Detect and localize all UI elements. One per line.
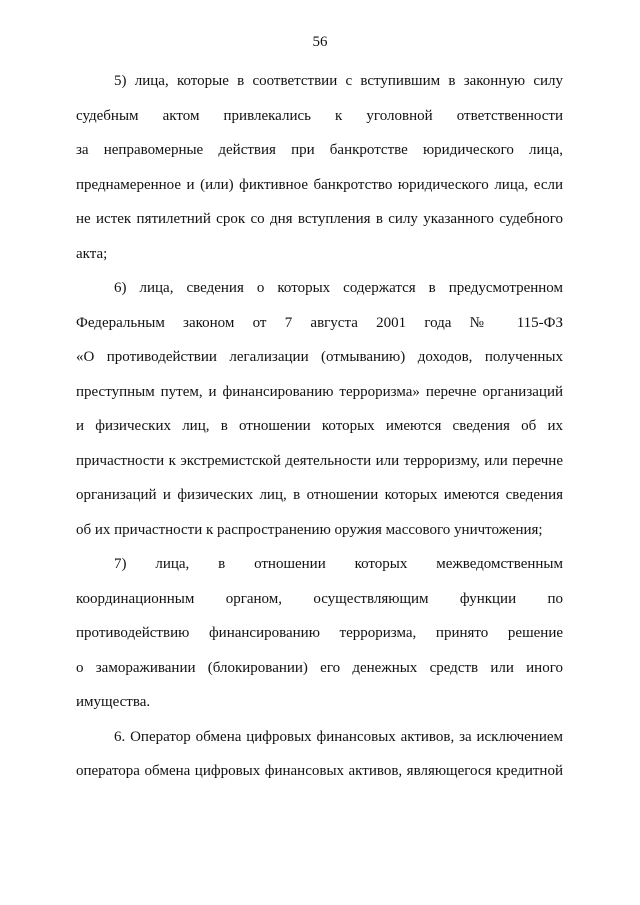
text-line: «О противодействии легализации (отмыванию) доходов, полученных — [76, 349, 563, 365]
text-line: оператора обмена цифровых финансовых активов, являющегося кредитной — [76, 763, 563, 779]
text-line: 5) лица, которые в соответствии с вступившим в законную силу — [114, 73, 563, 89]
text-line: организаций и физических лиц, в отношении которых имеются сведения — [76, 487, 563, 503]
text-line: 6) лица, сведения о которых содержатся в предусмотренном — [114, 280, 563, 296]
text-line: о замораживании (блокировании) его денежных средств или иного — [76, 660, 563, 676]
text-line: Федеральным законом от 7 августа 2001 года № 115-ФЗ — [76, 315, 563, 331]
text-line: преступным путем, и финансированию терроризма» перечне организаций — [76, 384, 563, 400]
text-line: преднамеренное и (или) фиктивное банкротство юридического лица, если — [76, 177, 563, 193]
text-line: противодействию финансированию терроризма, принято решение — [76, 625, 563, 641]
text-line: судебным актом привлекались к уголовной ответственности — [76, 108, 563, 124]
text-line: координационным органом, осуществляющим функции по — [76, 591, 563, 607]
text-line: акта; — [76, 246, 108, 262]
text-line: 6. Оператор обмена цифровых финансовых активов, за исключением — [114, 729, 563, 745]
text-line: 7) лица, в отношении которых межведомственным — [114, 556, 563, 572]
text-line: об их причастности к распространению оружия массового уничтожения; — [76, 522, 543, 538]
text-line: имущества. — [76, 694, 151, 710]
text-line: не истек пятилетний срок со дня вступления в силу указанного судебного — [76, 211, 563, 227]
text-line: причастности к экстремистской деятельности или терроризму, или перечне — [76, 453, 563, 469]
page-number: 56 — [312, 34, 328, 50]
text-line: за неправомерные действия при банкротстве юридического лица, — [76, 142, 563, 158]
text-line: и физических лиц, в отношении которых имеются сведения об их — [76, 418, 563, 434]
